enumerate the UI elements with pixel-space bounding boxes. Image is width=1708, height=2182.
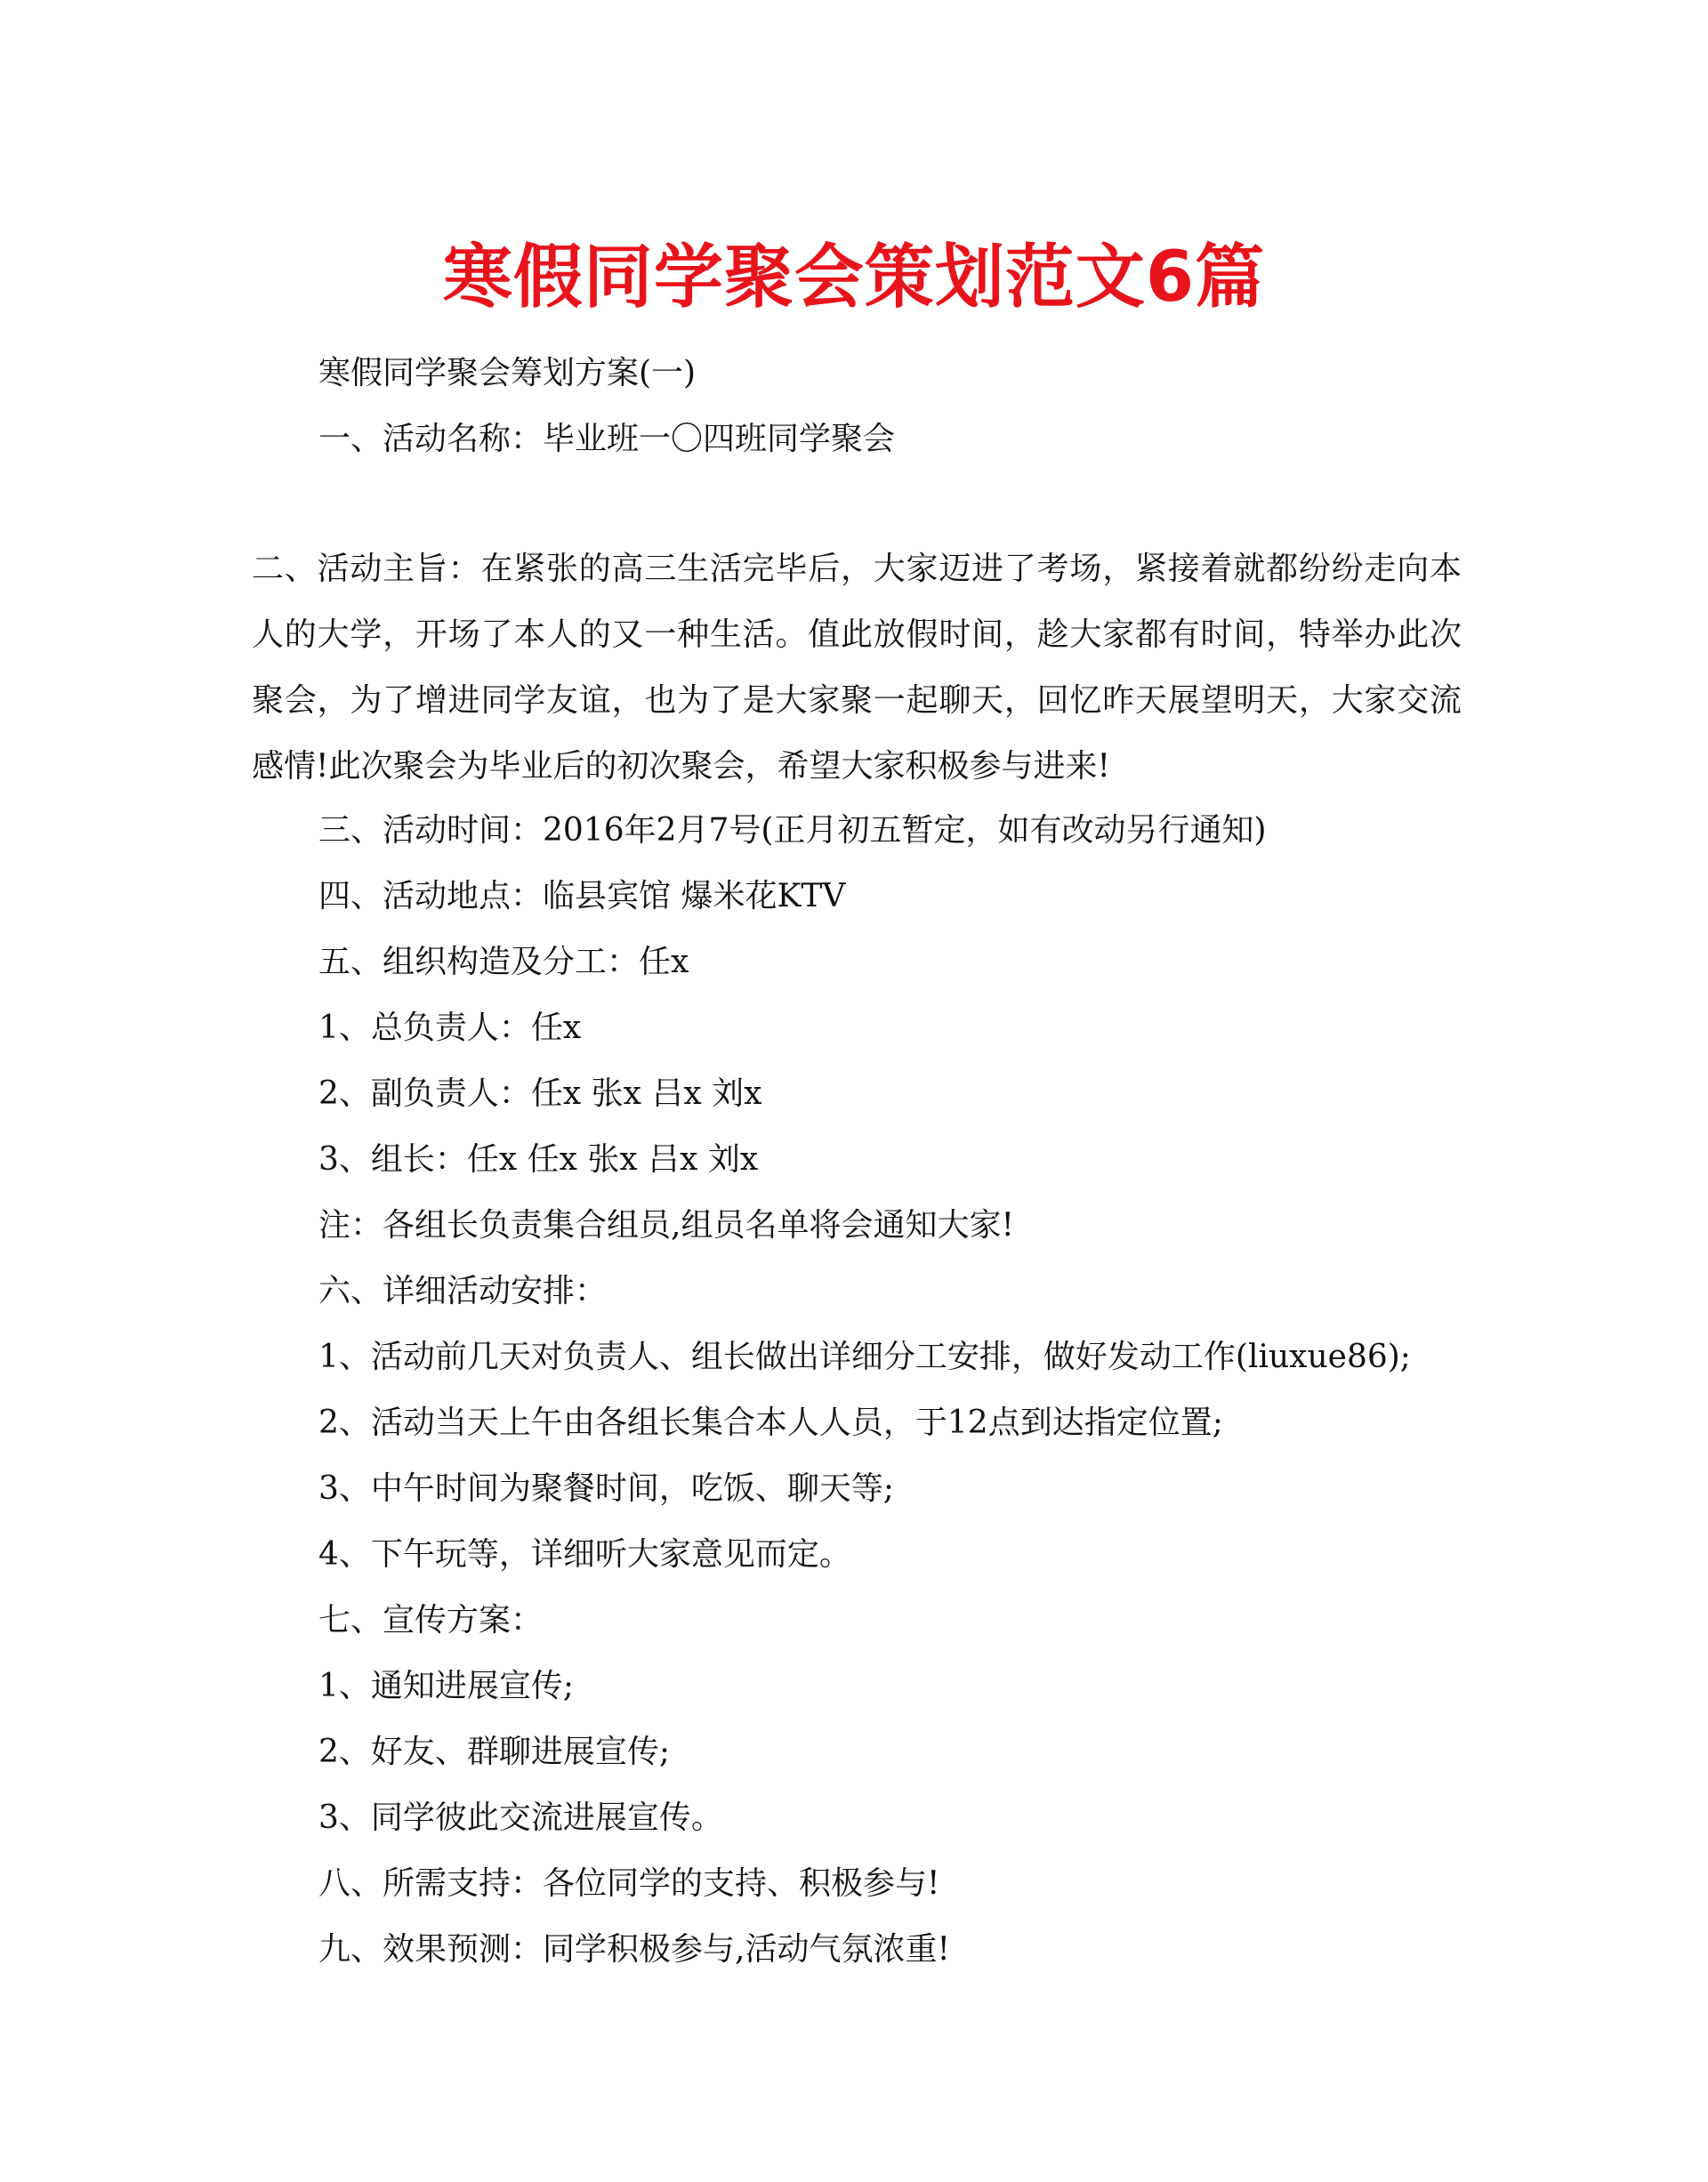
schedule-heading: 六、详细活动安排： bbox=[318, 1273, 608, 1309]
schedule-item: 1、活动前几天对负责人、组长做出详细分工安排，做好发动工作(liuxue86); bbox=[318, 1339, 1411, 1375]
schedule-item: 3、中午时间为聚餐时间，吃饭、聊天等; bbox=[318, 1470, 895, 1507]
document-title: 寒假同学聚会策划范文6篇 bbox=[442, 238, 1266, 318]
schedule-item: 2、活动当天上午由各组长集合本人人员，于12点到达指定位置; bbox=[318, 1405, 1223, 1441]
promotion-heading: 七、宣传方案： bbox=[318, 1602, 544, 1639]
schedule-item: 4、下午玩等，详细听大家意见而定。 bbox=[318, 1536, 851, 1573]
support-line: 八、所需支持：各位同学的支持、积极参与! bbox=[318, 1865, 940, 1902]
group-leader-line: 3、组长：任x 任x 张x 吕x 刘x bbox=[318, 1141, 759, 1178]
promotion-item: 1、通知进展宣传; bbox=[318, 1668, 575, 1704]
note-line: 注：各组长负责集合组员,组员名单将会通知大家! bbox=[318, 1207, 1014, 1244]
activity-name-line: 一、活动名称：毕业班一〇四班同学聚会 bbox=[318, 421, 896, 457]
activity-time-line: 三、活动时间：2016年2月7号(正月初五暂定，如有改动另行通知) bbox=[318, 812, 1267, 849]
promotion-item: 3、同学彼此交流进展宣传。 bbox=[318, 1800, 723, 1836]
chief-leader-line: 1、总负责人：任x bbox=[318, 1010, 582, 1046]
activity-purpose-paragraph: 二、活动主旨：在紧张的高三生活完毕后，大家迈进了考场，紧接着就都纷纷走向本人的大学，开场了本人的又一种生活。值此放假时间，趁大家都有时间，特举办此次聚会，为了增进同学友谊，也为了是大家聚一起聊天，回忆昨天展望明天，大家交流感情!此次聚会为毕业后的初次聚会，希望大家积极参与进来! bbox=[252, 551, 1462, 785]
expected-effect-line: 九、效果预测：同学积极参与,活动气氛浓重! bbox=[318, 1931, 950, 1968]
activity-location-line: 四、活动地点：临县宾馆 爆米花KTV bbox=[318, 878, 846, 914]
section-subtitle: 寒假同学聚会筹划方案(一) bbox=[318, 355, 697, 391]
promotion-item: 2、好友、群聊进展宣传; bbox=[318, 1734, 671, 1770]
deputy-leader-line: 2、副负责人：任x 张x 吕x 刘x bbox=[318, 1075, 762, 1112]
organization-line: 五、组织构造及分工：任x bbox=[318, 944, 689, 980]
